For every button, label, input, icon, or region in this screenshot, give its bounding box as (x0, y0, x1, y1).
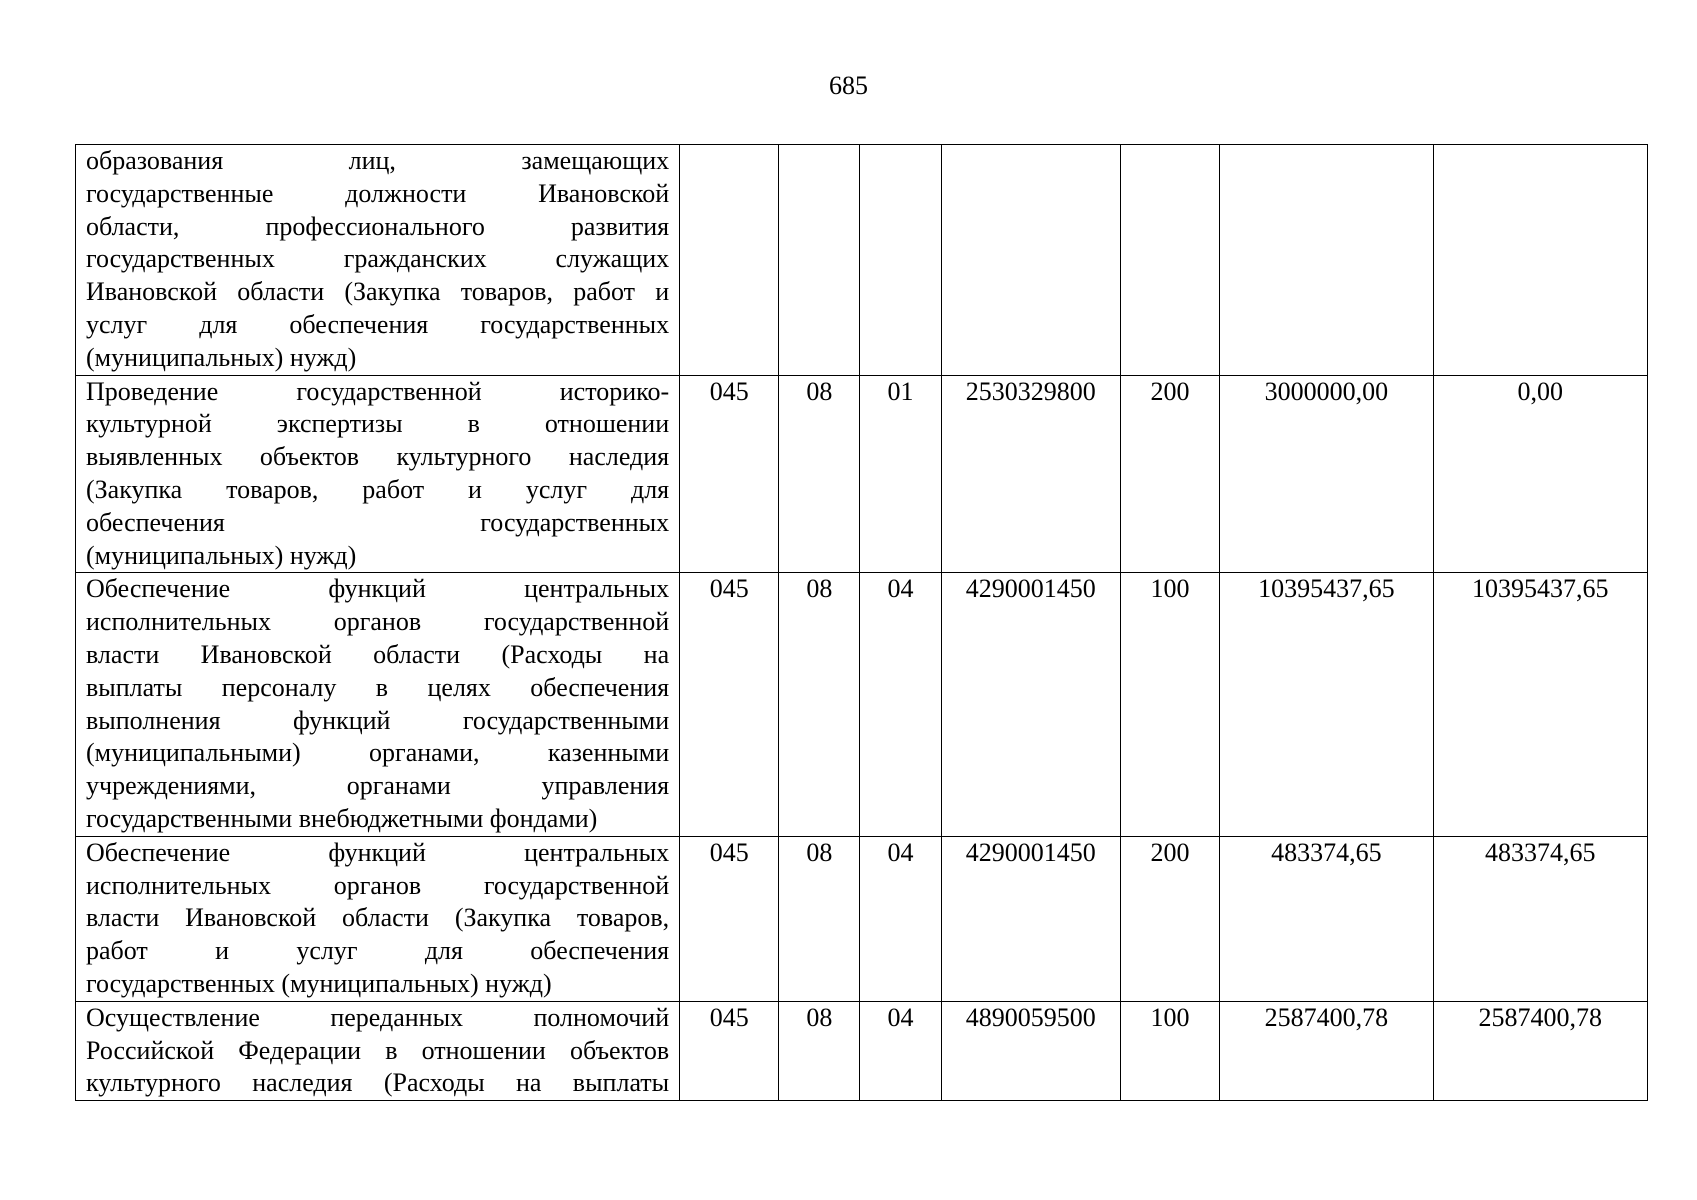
description-line: власти Ивановской области (Закупка товаров, (86, 903, 670, 933)
description-line: культурного наследия (Расходы на выплаты (86, 1068, 670, 1098)
description-line: государственные должности Ивановской (86, 178, 670, 208)
target-article-cell: 4290001450 (941, 573, 1120, 836)
description-line: области, профессионального развития (86, 211, 670, 241)
subsection-code-cell: 01 (860, 375, 941, 573)
subsection-code-cell: 04 (860, 573, 941, 836)
description-line: (муниципальных) нужд) (86, 540, 357, 570)
subsection-code-cell: 04 (860, 1001, 941, 1100)
description-line: Проведение государственной историко- (86, 376, 670, 406)
description-line: выявленных объектов культурного наследия (86, 442, 670, 472)
plan-amount-cell: 2587400,78 (1220, 1001, 1433, 1100)
description-line: Обеспечение функций центральных (86, 574, 670, 604)
description-line: Обеспечение функций центральных (86, 837, 670, 867)
subsection-code-cell: 04 (860, 836, 941, 1001)
description-cell (76, 836, 680, 1001)
executed-amount-cell: 0,00 (1433, 375, 1647, 573)
expense-type-cell: 100 (1120, 1001, 1219, 1100)
expense-type-cell: 200 (1120, 836, 1219, 1001)
expense-type-cell: 100 (1120, 573, 1219, 836)
description-cell (76, 1001, 680, 1100)
description-line: выполнения функций государственными (86, 705, 670, 735)
description-line: государственных (муниципальных) нужд) (86, 968, 552, 998)
section-code-cell: 08 (779, 375, 860, 573)
ministry-code-cell: 045 (680, 375, 779, 573)
budget-table (75, 144, 1648, 1101)
target-article-cell: 2530329800 (941, 375, 1120, 573)
description-line: образования лиц, замещающих (86, 146, 670, 175)
section-code-cell: 08 (779, 1001, 860, 1100)
table-row (76, 1001, 1648, 1100)
plan-amount-cell: 483374,65 (1220, 836, 1433, 1001)
description-cell (76, 573, 680, 836)
section-code-cell: 08 (779, 836, 860, 1001)
table-row (76, 145, 1648, 376)
description-line: услуг для обеспечения государственных (86, 309, 670, 339)
description-line: выплаты персоналу в целях обеспечения (86, 672, 670, 702)
ministry-code-cell: 045 (680, 836, 779, 1001)
target-article-cell: 4290001450 (941, 836, 1120, 1001)
description-line: Ивановской области (Закупка товаров, работ и (86, 277, 670, 307)
target-article-cell (941, 145, 1120, 376)
description-line: обеспечения государственных (86, 507, 670, 537)
description-line: (муниципальных) нужд) (86, 342, 357, 372)
section-code-cell (779, 145, 860, 376)
description-line: исполнительных органов государственной (86, 870, 670, 900)
plan-amount-cell: 3000000,00 (1220, 375, 1433, 573)
target-article-cell: 4890059500 (941, 1001, 1120, 1100)
description-line: государственных гражданских служащих (86, 244, 670, 274)
table-row (76, 573, 1648, 836)
table-body (76, 145, 1648, 1101)
ministry-code-cell: 045 (680, 1001, 779, 1100)
ministry-code-cell: 045 (680, 573, 779, 836)
description-line: Осуществление переданных полномочий (86, 1002, 670, 1032)
table-row (76, 836, 1648, 1001)
description-cell (76, 145, 680, 376)
plan-amount-cell: 10395437,65 (1220, 573, 1433, 836)
expense-type-cell (1120, 145, 1219, 376)
description-line: учреждениями, органами управления (86, 771, 670, 801)
description-cell (76, 375, 680, 573)
description-line: власти Ивановской области (Расходы на (86, 639, 670, 669)
executed-amount-cell: 10395437,65 (1433, 573, 1647, 836)
ministry-code-cell (680, 145, 779, 376)
page-number: 685 (829, 71, 868, 100)
description-line: исполнительных органов государственной (86, 607, 670, 637)
executed-amount-cell: 2587400,78 (1433, 1001, 1647, 1100)
expense-type-cell: 200 (1120, 375, 1219, 573)
table-row (76, 375, 1648, 573)
description-line: Российской Федерации в отношении объектов (86, 1035, 670, 1065)
section-code-cell: 08 (779, 573, 860, 836)
subsection-code-cell (860, 145, 941, 376)
description-line: (Закупка товаров, работ и услуг для (86, 474, 670, 504)
description-line: государственными внебюджетными фондами) (86, 803, 598, 833)
executed-amount-cell: 483374,65 (1433, 836, 1647, 1001)
description-line: (муниципальными) органами, казенными (86, 738, 670, 768)
executed-amount-cell (1433, 145, 1647, 376)
plan-amount-cell (1220, 145, 1433, 376)
description-line: работ и услуг для обеспечения (86, 936, 670, 966)
description-line: культурной экспертизы в отношении (86, 409, 670, 439)
